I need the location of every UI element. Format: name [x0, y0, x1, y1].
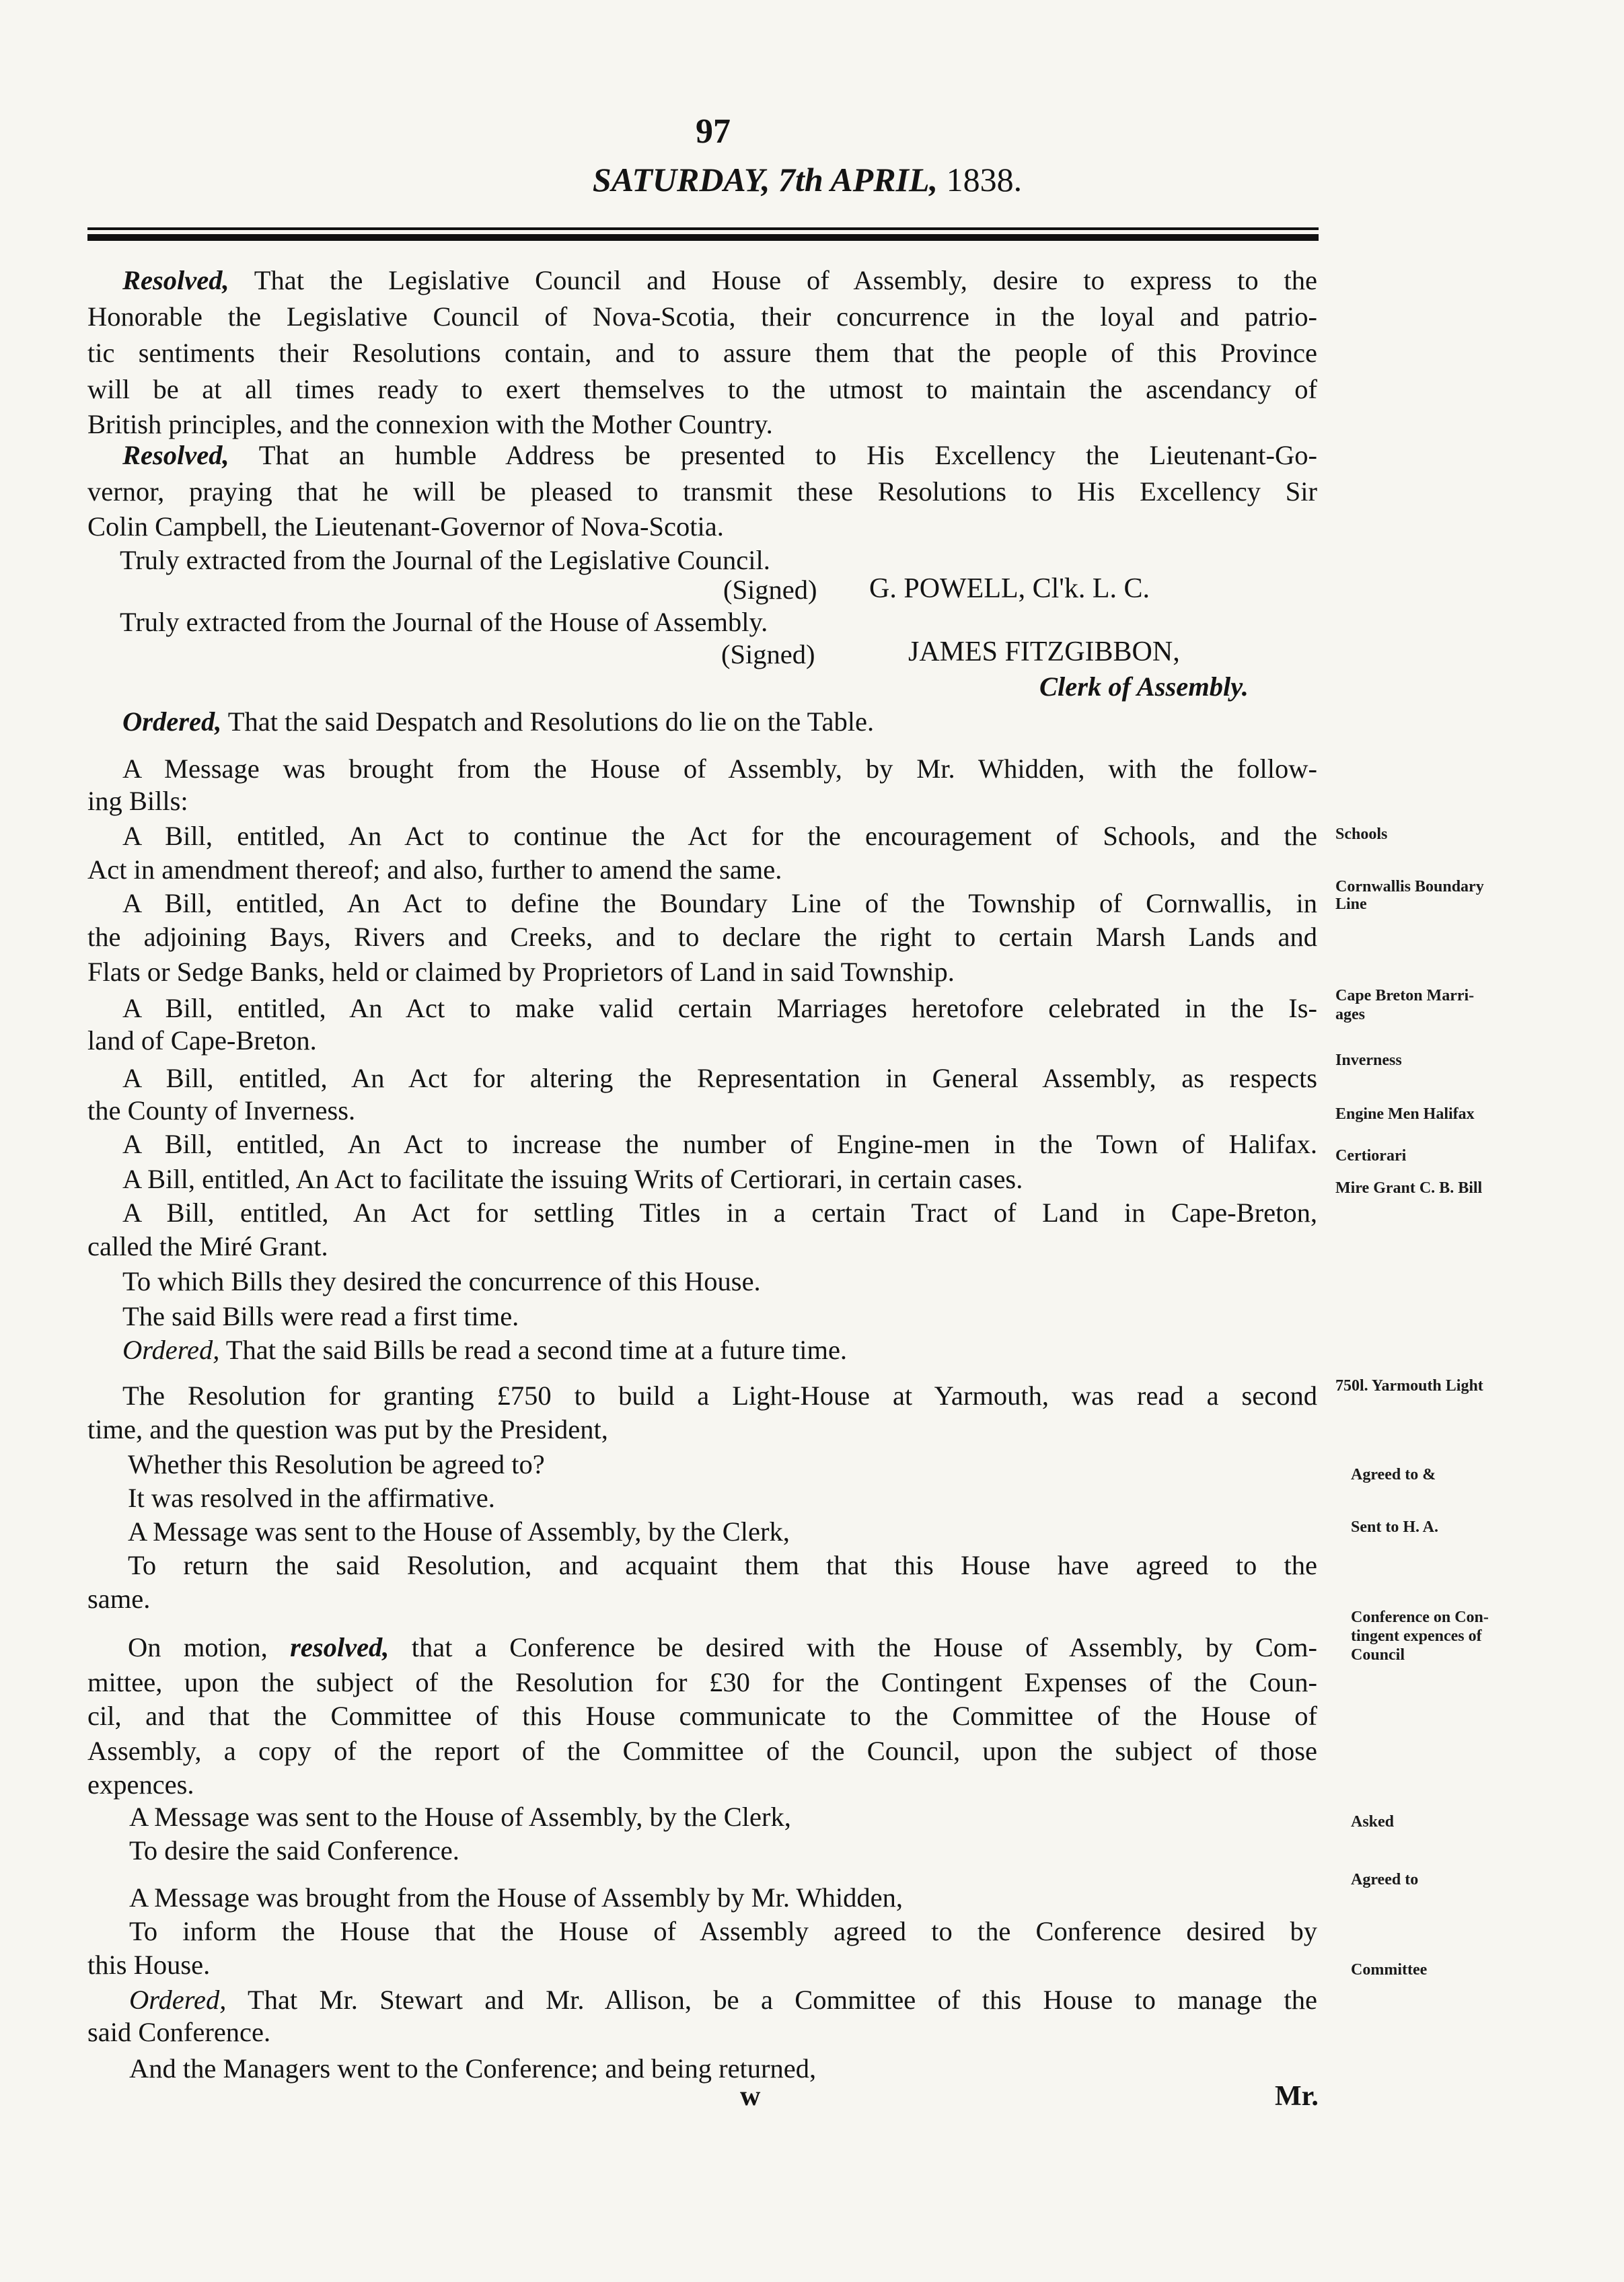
text-line: Assembly, a copy of the report of the Committee of the Council, upon the subject of those — [87, 1736, 1317, 1766]
text-line: Colin Campbell, the Lieutenant-Governor of Nova-Scotia. — [87, 511, 724, 542]
text-line: Resolved, That the Legislative Council and House of Assembly, desire to express to the — [122, 265, 1317, 295]
margin-note-asked: Asked — [1351, 1813, 1395, 1831]
text-line: land of Cape-Breton. — [87, 1025, 317, 1056]
signed-label: (Signed) — [723, 575, 817, 605]
text-line: To return the said Resolution, and acquaint them that this House have agreed to the — [128, 1550, 1317, 1580]
page-date — [404, 160, 1211, 199]
text-line: mittee, upon the subject of the Resolution for £30 for the Contingent Expenses of the Coun- — [87, 1667, 1317, 1697]
margin-note-agreed-to: Agreed to — [1351, 1871, 1419, 1888]
text-line: A Bill, entitled, An Act for settling Titles in a certain Tract of Land in Cape-Breton, — [122, 1198, 1317, 1228]
text-line: British principles, and the connexion with the Mother Country. — [87, 409, 773, 439]
text-line: tic sentiments their Resolutions contain, and to assure them that the people of this Province — [87, 338, 1317, 368]
margin-note-cornwallis-2: Line — [1335, 895, 1367, 913]
catchword: Mr. — [1275, 2081, 1319, 2112]
text-line: On motion, resolved, that a Conference be desired with the House of Assembly, by Com- — [128, 1632, 1317, 1662]
text-line: Truly extracted from the Journal of the Legislative Council. — [120, 545, 770, 575]
margin-note-conference: Conference on Con- — [1351, 1609, 1489, 1626]
text-line: To which Bills they desired the concurrence of this House. — [122, 1266, 761, 1296]
text-line: vernor, praying that he will be pleased to transmit these Resolutions to His Excellency Sir — [87, 476, 1317, 507]
text-line: said Conference. — [87, 2017, 271, 2047]
text-line: Truly extracted from the Journal of the House of Assembly. — [120, 607, 768, 637]
margin-note-inverness: Inverness — [1335, 1052, 1402, 1069]
text-line: A Bill, entitled, An Act to increase the number of Engine-men in the Town of Halifax. — [122, 1129, 1317, 1159]
text-line: A Message was brought from the House of Assembly by Mr. Whidden, — [129, 1882, 903, 1913]
date-day: SATURDAY, 7th APRIL, — [592, 161, 938, 198]
text-line: Flats or Sedge Banks, held or claimed by Proprietors of Land in said Township. — [87, 957, 955, 987]
margin-note-cornwallis: Cornwallis Boundary — [1335, 878, 1484, 895]
text-line: A Bill, entitled, An Act to facilitate the issuing Writs of Certiorari, in certain cases. — [122, 1164, 1023, 1194]
text-line: A Message was sent to the House of Assembly, by the Clerk, — [129, 1802, 791, 1832]
text-line: A Message was sent to the House of Assembly, by the Clerk, — [128, 1516, 790, 1547]
text-line: Ordered, That the said Despatch and Resolutions do lie on the Table. — [122, 706, 875, 737]
header-rule-thin — [87, 227, 1319, 230]
text-line: Whether this Resolution be agreed to? — [128, 1449, 545, 1479]
margin-note-committee: Committee — [1351, 1961, 1428, 1979]
text-line: Ordered, That Mr. Stewart and Mr. Allison, be a Committee of this House to manage the — [129, 1985, 1317, 2015]
margin-note-mire-grant: Mire Grant C. B. Bill — [1335, 1179, 1483, 1197]
page-number: 97 — [696, 112, 731, 151]
header-rule-thick — [87, 234, 1319, 241]
text-line: A Bill, entitled, An Act to define the Boundary Line of the Township of Cornwallis, in — [122, 888, 1317, 918]
text-line: It was resolved in the affirmative. — [128, 1483, 495, 1513]
text-line: A Bill, entitled, An Act for altering the Representation in General Assembly, as respects — [122, 1063, 1317, 1093]
text-line: cil, and that the Committee of this House communicate to the Committee of the House of — [87, 1701, 1317, 1731]
text-line: same. — [87, 1584, 151, 1614]
text-line: Resolved, That an humble Address be presented to His Excellency the Lieutenant-Go- — [122, 440, 1317, 470]
text-line: Honorable the Legislative Council of Nova-Scotia, their concurrence in the loyal and patrio- — [87, 301, 1317, 332]
text-line: ing Bills: — [87, 786, 188, 816]
text-line: A Bill, entitled, An Act to continue the Act for the encouragement of Schools, and the — [122, 821, 1317, 851]
text-line: time, and the question was put by the President, — [87, 1414, 608, 1444]
text-line: The said Bills were read a first time. — [122, 1301, 519, 1331]
text-line: Ordered, That the said Bills be read a second time at a future time. — [122, 1335, 848, 1365]
text-line: To desire the said Conference. — [129, 1835, 459, 1866]
text-line: To inform the House that the House of Assembly agreed to the Conference desired by — [129, 1916, 1317, 1946]
text-line: The Resolution for granting £750 to build a Light-House at Yarmouth, was read a second — [122, 1381, 1317, 1411]
signatory-title: Clerk of Assembly. — [1039, 671, 1249, 702]
margin-note-cape-breton: Cape Breton Marri- — [1335, 987, 1475, 1004]
text-line: And the Managers went to the Conference; and being returned, — [129, 2053, 817, 2084]
margin-note-conference-2: tingent expences of — [1351, 1627, 1482, 1645]
signature-mark: w — [740, 2081, 761, 2112]
signatory-name: JAMES FITZGIBBON, — [908, 636, 1180, 667]
margin-note-conference-3: Council — [1351, 1646, 1405, 1664]
margin-note-cape-breton-2: ages — [1335, 1006, 1365, 1023]
margin-note-sent-to-ha: Sent to H. A. — [1351, 1518, 1439, 1536]
text-line: A Message was brought from the House of Assembly, by Mr. Whidden, with the follow- — [122, 753, 1317, 784]
margin-note-engine-men: Engine Men Halifax — [1335, 1105, 1475, 1123]
text-line: the adjoining Bays, Rivers and Creeks, and to declare the right to certain Marsh Lands and — [87, 922, 1317, 952]
signed-label: (Signed) — [721, 639, 815, 669]
text-line: A Bill, entitled, An Act to make valid certain Marriages heretofore celebrated in the Is- — [122, 993, 1317, 1023]
margin-note-agreed-to-amp: Agreed to & — [1351, 1466, 1436, 1483]
text-line: called the Miré Grant. — [87, 1231, 328, 1261]
margin-note-certiorari: Certiorari — [1335, 1147, 1407, 1165]
text-line: expences. — [87, 1769, 194, 1800]
margin-note-schools: Schools — [1335, 825, 1388, 843]
margin-note-yarmouth: 750l. Yarmouth Light — [1335, 1377, 1483, 1395]
text-line: this House. — [87, 1950, 211, 1980]
signatory-name: G. POWELL, Cl'k. L. C. — [869, 573, 1150, 604]
date-year: 1838. — [946, 161, 1023, 198]
text-line: Act in amendment thereof; and also, further to amend the same. — [87, 854, 782, 885]
text-line: will be at all times ready to exert themselves to the utmost to maintain the ascendancy of — [87, 374, 1317, 404]
text-line: the County of Inverness. — [87, 1095, 356, 1126]
